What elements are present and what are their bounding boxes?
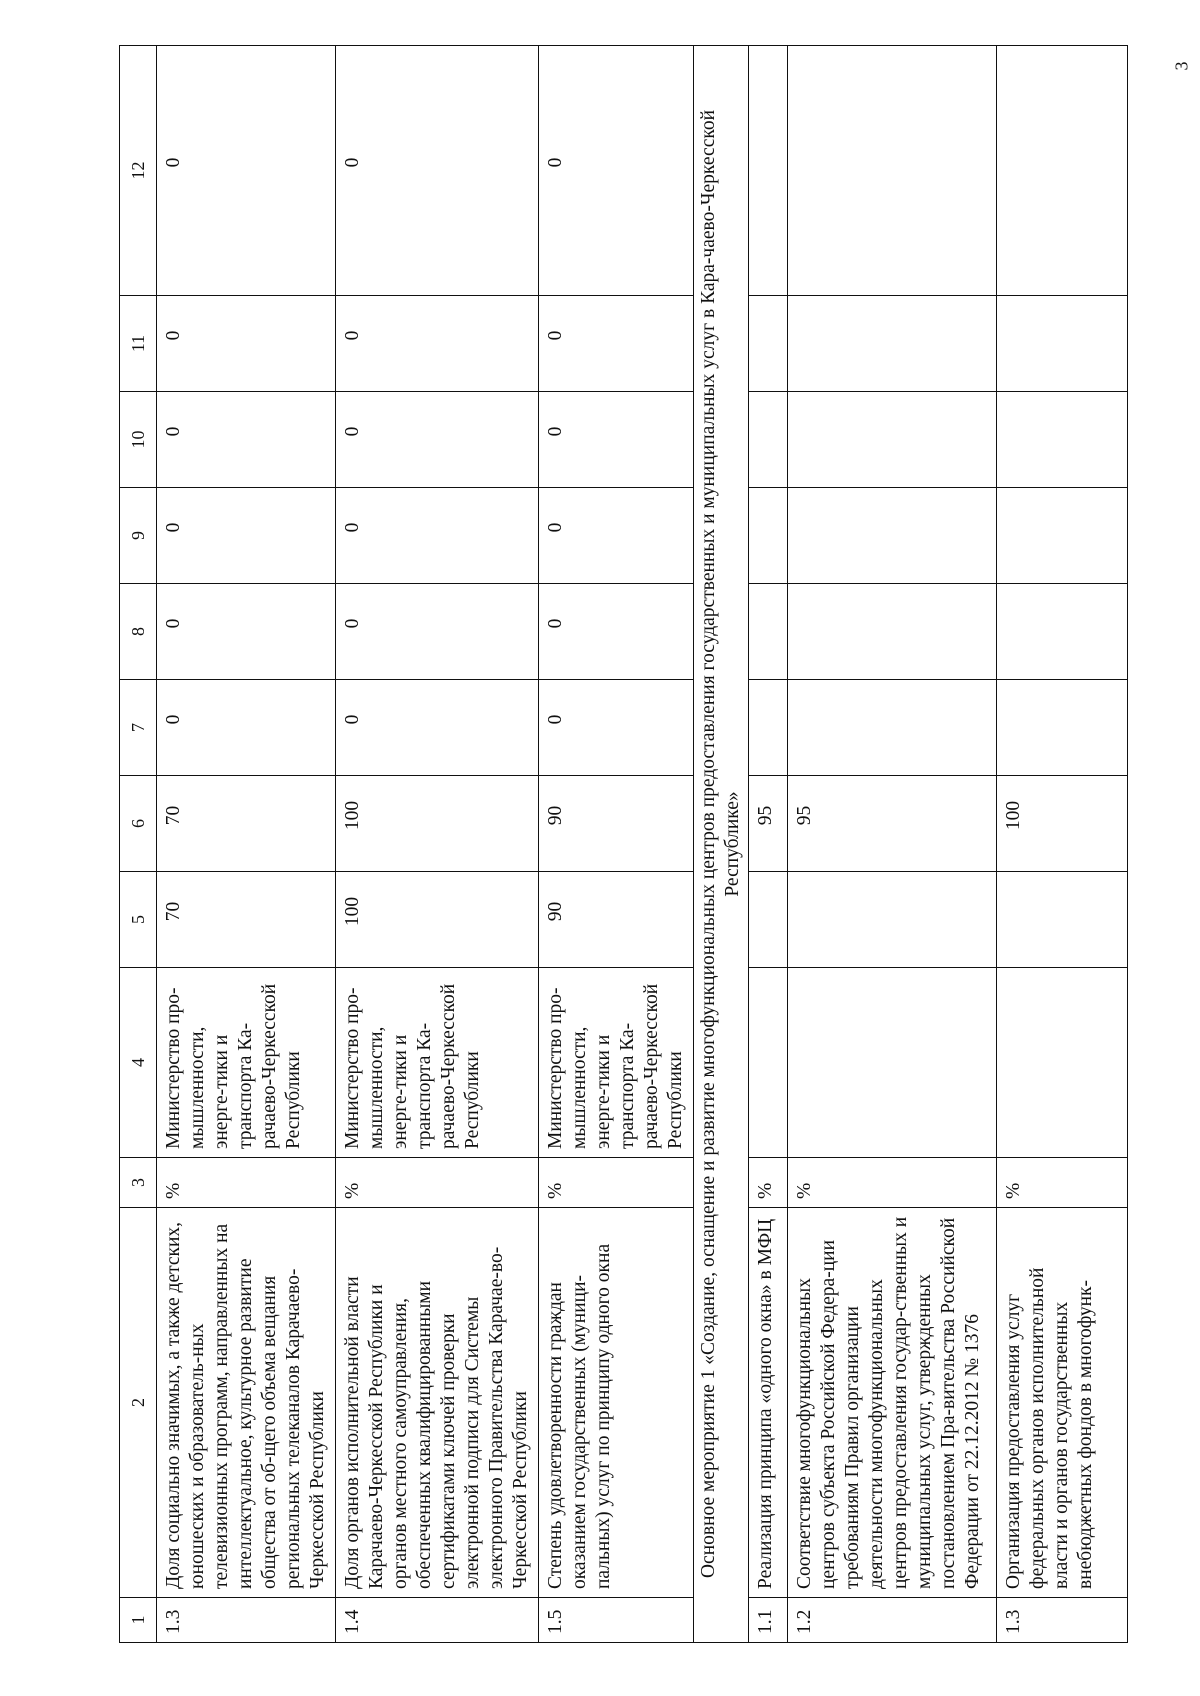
value-col-9: 0 xyxy=(336,488,539,584)
value-col-6: 90 xyxy=(539,776,694,872)
header-col-10: 10 xyxy=(120,392,157,488)
row-number: 1.1 xyxy=(749,1598,788,1643)
value-col-9 xyxy=(788,488,997,584)
unit: % xyxy=(788,1158,997,1208)
table-row xyxy=(749,46,788,1643)
value-col-11: 0 xyxy=(539,296,694,392)
section-row xyxy=(694,46,749,1643)
value-col-5: 90 xyxy=(539,872,694,968)
value-col-6: 95 xyxy=(749,776,788,872)
value-col-10: 0 xyxy=(539,392,694,488)
value-col-10: 0 xyxy=(336,392,539,488)
responsible xyxy=(749,968,788,1158)
value-col-9 xyxy=(749,488,788,584)
value-col-7 xyxy=(788,680,997,776)
header-col-12: 12 xyxy=(120,46,157,296)
row-number: 1.4 xyxy=(336,1598,539,1643)
value-col-7: 0 xyxy=(539,680,694,776)
value-col-10: 0 xyxy=(157,392,336,488)
responsible: Министерство про-мышленности, энерге-тики и транспорта Ка-рачаево-Черкесской Республики xyxy=(157,968,336,1158)
responsible xyxy=(997,968,1128,1158)
value-col-8 xyxy=(749,584,788,680)
section-title: Основное мероприятие 1 «Создание, оснащение и развитие многофункциональных центров предоставления государственных и муниципальных услуг в Кара-чаево-Черкесской Республике» xyxy=(694,46,749,1643)
unit: % xyxy=(157,1158,336,1208)
value-col-6: 100 xyxy=(336,776,539,872)
value-col-5 xyxy=(749,872,788,968)
indicator-name: Организация предоставления услуг федеральных органов исполнительной власти и органов государственных внебюджетных фондов в многофунк- xyxy=(997,1208,1128,1598)
value-col-12 xyxy=(788,46,997,296)
indicators-table xyxy=(119,45,1128,1643)
value-col-6: 100 xyxy=(997,776,1128,872)
value-col-11 xyxy=(788,296,997,392)
row-number: 1.3 xyxy=(997,1598,1128,1643)
value-col-5 xyxy=(788,872,997,968)
page-number: 3 xyxy=(1171,61,1192,71)
value-col-6: 95 xyxy=(788,776,997,872)
value-col-5: 70 xyxy=(157,872,336,968)
value-col-12 xyxy=(997,46,1128,296)
row-number: 1.5 xyxy=(539,1598,694,1643)
responsible: Министерство про-мышленности, энерге-тики и транспорта Ка-рачаево-Черкесской Республики xyxy=(539,968,694,1158)
header-col-3: 3 xyxy=(120,1158,157,1208)
row-number: 1.3 xyxy=(157,1598,336,1643)
header-col-4: 4 xyxy=(120,968,157,1158)
value-col-8 xyxy=(788,584,997,680)
header-col-6: 6 xyxy=(120,776,157,872)
header-row xyxy=(120,46,157,1643)
indicator-name: Доля социально значимых, а также детских, юношеских и образователь-ных телевизионных программ, направленных на интеллектуальное, культурное развитие общества от об-щего объема вещания региональных телеканалов Карачаево-Черкесской Республики xyxy=(157,1208,336,1598)
value-col-7 xyxy=(749,680,788,776)
header-col-5: 5 xyxy=(120,872,157,968)
value-col-8: 0 xyxy=(539,584,694,680)
value-col-12 xyxy=(749,46,788,296)
responsible xyxy=(788,968,997,1158)
table-row xyxy=(997,46,1128,1643)
value-col-12: 0 xyxy=(336,46,539,296)
value-col-5: 100 xyxy=(336,872,539,968)
indicator-name: Реализация принципа «одного окна» в МФЦ xyxy=(749,1208,788,1598)
unit: % xyxy=(539,1158,694,1208)
value-col-10 xyxy=(749,392,788,488)
table-row xyxy=(336,46,539,1643)
table-row xyxy=(539,46,694,1643)
header-col-11: 11 xyxy=(120,296,157,392)
indicator-name: Доля органов исполнительной власти Карачаево-Черкесской Республики и органов местного самоуправления, обеспеченных квалифицированными сертификатами ключей проверки электронной подписи для Системы электронного Правительства Карачае-во-Черкесской Республики xyxy=(336,1208,539,1598)
unit: % xyxy=(749,1158,788,1208)
value-col-7: 0 xyxy=(157,680,336,776)
header-col-9: 9 xyxy=(120,488,157,584)
indicator-name: Степень удовлетворенности граждан оказанием государственных (муници-пальных) услуг по принципу одного окна xyxy=(539,1208,694,1598)
value-col-10 xyxy=(997,392,1128,488)
indicator-name: Соответствие многофункциональных центров субъекта Российской Федера-ции требованиям Правил организации деятельности многофункциональных центров предоставления государ-ственных и муниципальных услуг, утвержденных постановлением Пра-вительства Российской Федерации от 22.12.2012 № 1376 xyxy=(788,1208,997,1598)
header-col-1: 1 xyxy=(120,1598,157,1643)
value-col-7: 0 xyxy=(336,680,539,776)
value-col-5 xyxy=(997,872,1128,968)
value-col-12: 0 xyxy=(157,46,336,296)
value-col-12: 0 xyxy=(539,46,694,296)
header-col-8: 8 xyxy=(120,584,157,680)
value-col-8: 0 xyxy=(157,584,336,680)
value-col-11 xyxy=(997,296,1128,392)
responsible: Министерство про-мышленности, энерге-тики и транспорта Ка-рачаево-Черкесской Республики xyxy=(336,968,539,1158)
unit: % xyxy=(336,1158,539,1208)
value-col-8 xyxy=(997,584,1128,680)
value-col-11: 0 xyxy=(336,296,539,392)
value-col-10 xyxy=(788,392,997,488)
value-col-8: 0 xyxy=(336,584,539,680)
header-col-2: 2 xyxy=(120,1208,157,1598)
table-row xyxy=(157,46,336,1643)
value-col-9 xyxy=(997,488,1128,584)
header-col-7: 7 xyxy=(120,680,157,776)
value-col-9: 0 xyxy=(157,488,336,584)
value-col-11: 0 xyxy=(157,296,336,392)
table-row xyxy=(788,46,997,1643)
value-col-6: 70 xyxy=(157,776,336,872)
row-number: 1.2 xyxy=(788,1598,997,1643)
value-col-9: 0 xyxy=(539,488,694,584)
value-col-7 xyxy=(997,680,1128,776)
value-col-11 xyxy=(749,296,788,392)
unit: % xyxy=(997,1158,1128,1208)
